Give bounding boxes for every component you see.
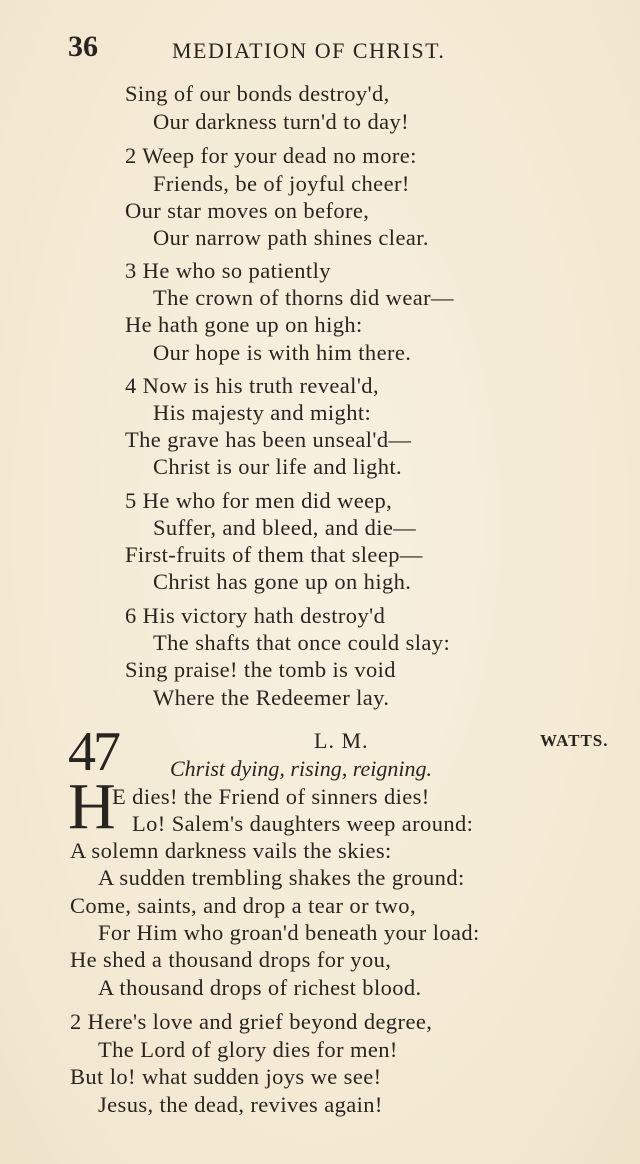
- verse-line: His majesty and might:: [153, 400, 372, 425]
- verse-line: Our hope is with him there.: [153, 340, 412, 365]
- verse-line: For Him who groan'd beneath your load:: [98, 920, 480, 945]
- hymn-author: WATTS.: [540, 731, 609, 750]
- page-number: 36: [68, 30, 98, 63]
- verse-line: Suffer, and bleed, and die—: [153, 515, 417, 540]
- verse-line: The shafts that once could slay:: [153, 630, 451, 655]
- verse-line: The grave has been unseal'd—: [125, 427, 412, 452]
- verse-line: The crown of thorns did wear—: [153, 285, 454, 310]
- verse-line: E dies! the Friend of sinners dies!: [112, 784, 430, 809]
- verse-line: He shed a thousand drops for you,: [70, 947, 392, 972]
- verse-line: 2 Weep for your dead no more:: [125, 143, 417, 168]
- verse-line: But lo! what sudden joys we see!: [70, 1064, 382, 1089]
- verse-line: He hath gone up on high:: [125, 312, 363, 337]
- verse-line: A solemn darkness vails the skies:: [70, 838, 392, 863]
- page-header: [68, 30, 628, 70]
- verse-line: 4 Now is his truth reveal'd,: [125, 373, 379, 398]
- verse-line: The Lord of glory dies for men!: [98, 1037, 398, 1062]
- verse-line: 3 He who so patiently: [125, 258, 331, 283]
- drop-cap: H: [68, 770, 116, 843]
- verse-line: Sing of our bonds destroy'd,: [125, 81, 390, 106]
- verse-line: Our darkness turn'd to day!: [153, 109, 410, 134]
- running-title: MEDIATION OF CHRIST.: [172, 38, 446, 63]
- verse-line: Christ has gone up on high.: [153, 569, 412, 594]
- verse-line: Our narrow path shines clear.: [153, 225, 429, 250]
- verse-line: Lo! Salem's daughters weep around:: [132, 811, 474, 836]
- hymn-number: 47: [68, 721, 118, 783]
- hymn-subtitle: Christ dying, rising, reigning.: [170, 756, 432, 781]
- verse-line: Our star moves on before,: [125, 198, 370, 223]
- verse-line: Friends, be of joyful cheer!: [153, 171, 410, 196]
- verse-line: 5 He who for men did weep,: [125, 488, 393, 513]
- verse-line: Christ is our life and light.: [153, 454, 403, 479]
- verse-line: A sudden trembling shakes the ground:: [98, 865, 465, 890]
- verse-line: First-fruits of them that sleep—: [125, 542, 423, 567]
- verse-line: 2 Here's love and grief beyond degree,: [70, 1009, 433, 1034]
- verse-line: Come, saints, and drop a tear or two,: [70, 893, 416, 918]
- verse-line: Where the Redeemer lay.: [153, 685, 390, 710]
- verse-line: 6 His victory hath destroy'd: [125, 603, 386, 628]
- verse-line: Jesus, the dead, revives again!: [98, 1092, 383, 1117]
- verse-line: A thousand drops of richest blood.: [98, 975, 422, 1000]
- hymn-meter: L. M.: [314, 728, 369, 753]
- verse-line: Sing praise! the tomb is void: [125, 657, 396, 682]
